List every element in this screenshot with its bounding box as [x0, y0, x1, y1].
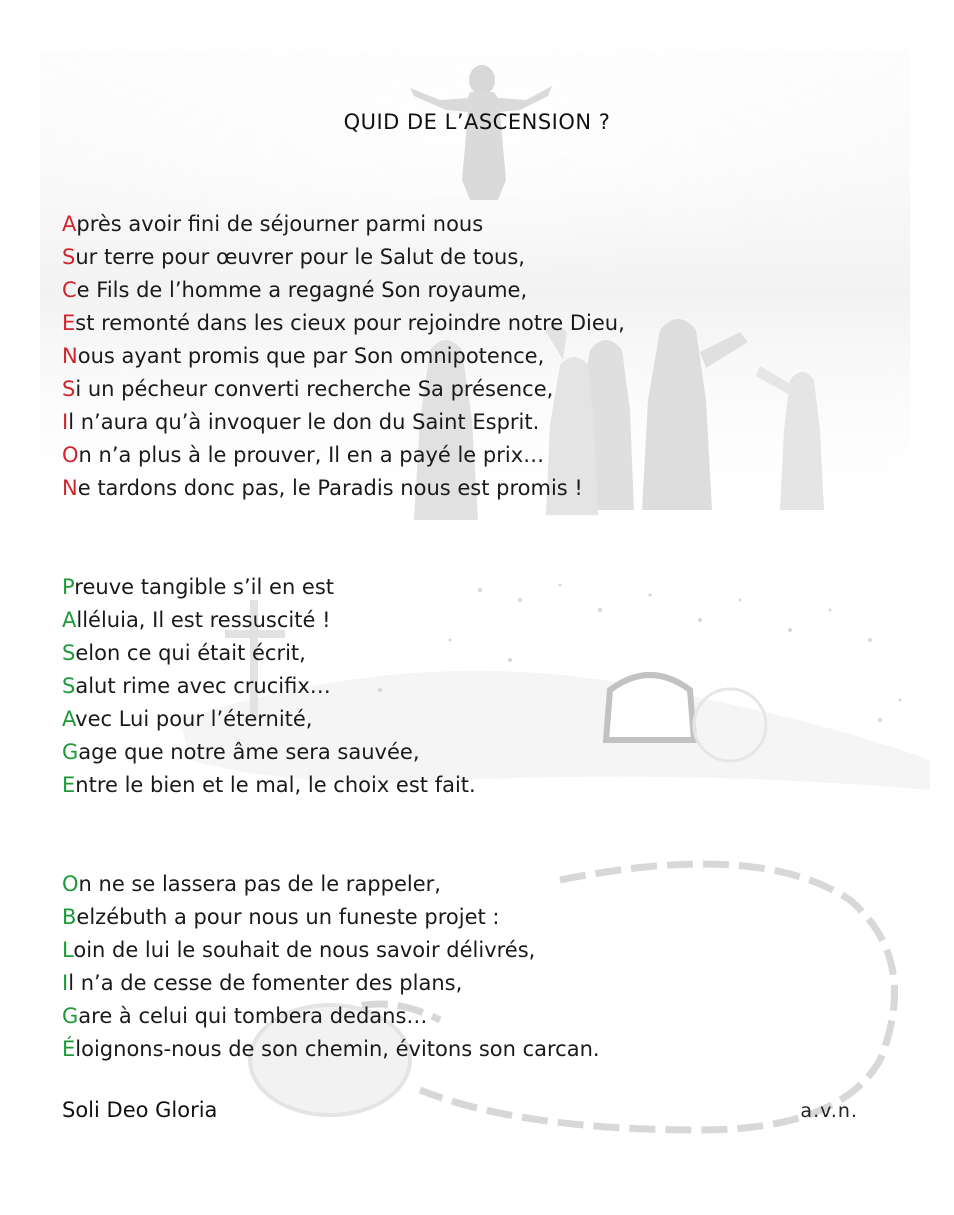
verse-line	[62, 439, 625, 472]
acrostic-initial: P	[62, 575, 75, 599]
verse-text: l n’a de cesse de fomenter des plans,	[68, 971, 463, 995]
verse-line	[62, 967, 600, 1000]
verse-text: e tardons donc pas, le Paradis nous est promis !	[77, 476, 583, 500]
verse-text: n n’a plus à le prouver, Il en a payé le prix…	[78, 443, 545, 467]
acrostic-initial: S	[62, 245, 76, 269]
acrostic-initial: L	[62, 938, 74, 962]
verse-text: ur terre pour œuvrer pour le Salut de tous,	[75, 245, 525, 269]
poem-title: QUID DE L’ASCENSION ?	[343, 110, 611, 134]
verse-line	[62, 934, 600, 967]
acrostic-initial: S	[62, 674, 76, 698]
verse-text: ous ayant promis que par Son omnipotence,	[77, 344, 545, 368]
verse-text: alut rime avec crucifix…	[75, 674, 331, 698]
verse-line	[62, 340, 625, 373]
verse-text: près avoir fini de séjourner parmi nous	[76, 212, 484, 236]
verse-text: age que notre âme sera sauvée,	[78, 740, 420, 764]
acrostic-initial: C	[62, 278, 77, 302]
verse-text: st remonté dans les cieux pour rejoindre notre Dieu,	[75, 311, 625, 335]
acrostic-initial: I	[62, 410, 69, 434]
verse-text: loignons-nous de son chemin, évitons son carcan.	[75, 1037, 600, 1061]
acrostic-initial: É	[62, 1037, 76, 1061]
verse-line	[62, 307, 625, 340]
verse-text: e Fils de l’homme a regagné Son royaume,	[76, 278, 528, 302]
acrostic-initial: O	[62, 872, 79, 896]
signature: Soli Deo Gloria	[62, 1098, 218, 1122]
verse-text: are à celui qui tombera dedans…	[78, 1004, 428, 1028]
acrostic-initial: O	[62, 443, 79, 467]
acrostic-initial: A	[62, 212, 77, 236]
acrostic-initial: E	[62, 311, 76, 335]
verse-line	[62, 637, 476, 670]
acrostic-initial: E	[62, 773, 76, 797]
verse-text: ntre le bien et le mal, le choix est fait.	[75, 773, 476, 797]
verse-text: elzébuth a pour nous un funeste projet :	[76, 905, 500, 929]
verse-line	[62, 670, 476, 703]
verse-line	[62, 868, 600, 901]
verse-text: vec Lui pour l’éternité,	[75, 707, 313, 731]
verse-line	[62, 703, 476, 736]
stanza-1	[62, 208, 625, 505]
author-initials: a.v.n.	[800, 1100, 858, 1122]
verse-text: l n’aura qu’à invoquer le don du Saint Esprit.	[68, 410, 540, 434]
verse-line	[62, 1000, 600, 1033]
verse-line	[62, 1033, 600, 1066]
verse-text: oin de lui le souhait de nous savoir délivrés,	[73, 938, 536, 962]
acrostic-initial: N	[62, 476, 78, 500]
verse-line	[62, 736, 476, 769]
verse-text: n ne se lassera pas de le rappeler,	[78, 872, 441, 896]
acrostic-initial: S	[62, 641, 76, 665]
verse-line	[62, 406, 625, 439]
verse-text: lléluia, Il est ressuscité !	[76, 608, 331, 632]
verse-line	[62, 208, 625, 241]
stanza-3	[62, 868, 600, 1066]
verse-line	[62, 373, 625, 406]
acrostic-initial: G	[62, 740, 79, 764]
acrostic-initial: A	[62, 608, 77, 632]
verse-line	[62, 571, 476, 604]
acrostic-initial: I	[62, 971, 69, 995]
acrostic-initial: G	[62, 1004, 79, 1028]
verse-text: elon ce qui était écrit,	[75, 641, 306, 665]
stanza-2	[62, 571, 476, 802]
verse-line	[62, 274, 625, 307]
acrostic-initial: S	[62, 377, 76, 401]
verse-line	[62, 241, 625, 274]
acrostic-initial: A	[62, 707, 76, 731]
acrostic-initial: N	[62, 344, 78, 368]
verse-text: i un pécheur converti recherche Sa présence,	[75, 377, 554, 401]
verse-text: reuve tangible s’il en est	[74, 575, 335, 599]
verse-line	[62, 604, 476, 637]
acrostic-initial: B	[62, 905, 77, 929]
verse-line	[62, 472, 625, 505]
verse-line	[62, 769, 476, 802]
verse-line	[62, 901, 600, 934]
